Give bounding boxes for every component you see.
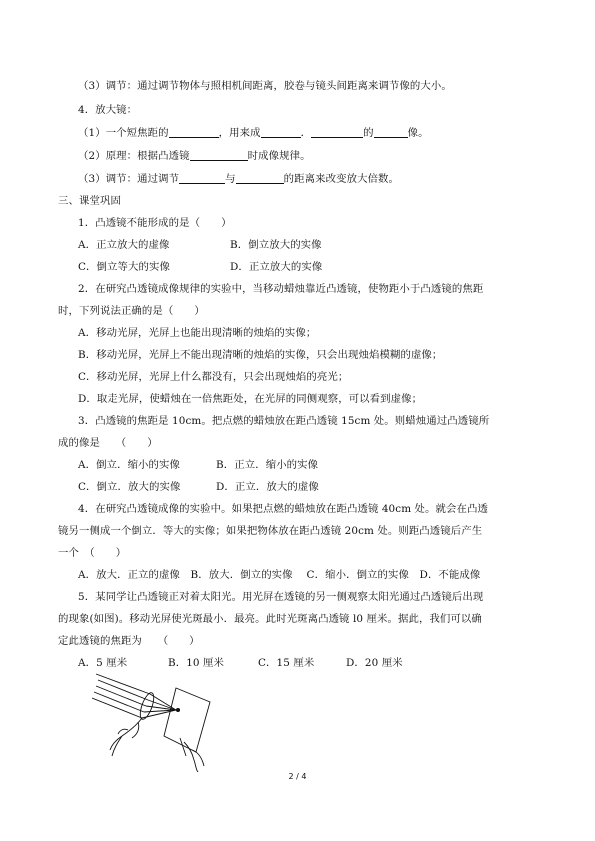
- question-4-cont: 镜另一侧成一个倒立．等大的实像；如果把物体放在距凸透镜 20cm 处。则距凸透镜后产生: [58, 525, 483, 537]
- camera-adjust-line: （3）调节：通过调节物体与照相机间距离，胶卷与镜头间距离来调节像的大小。: [78, 80, 452, 92]
- q2-option-a: A．移动光屏，光屏上也能出现清晰的烛焰的实像；: [78, 327, 317, 339]
- question-5: 5．某同学让凸透镜正对着太阳光。用光屏在透镜的另一侧观察太阳光通过凸透镜后出现: [78, 591, 484, 603]
- magnifier-fill-2: （2）原理：根据凸透镜 时成像规律。: [78, 150, 311, 162]
- question-2: 2．在研究凸透镜成像规律的实验中，当移动蜡烛靠近凸透镜，使物距小于凸透镜的焦距: [78, 283, 484, 295]
- blank: [374, 126, 408, 138]
- blank: [311, 126, 363, 138]
- question-5-cont: 的现象(如图)。移动光屏使光斑最小．最亮。此时光斑离凸透镜 l0 厘米。据此，我们可以确: [58, 613, 482, 625]
- magnifier-fill-1: （1）一个短焦距的 ，用来成 ． 的 像。: [78, 127, 429, 139]
- question-4: 4．在研究凸透镜成像的实验中。如果把点燃的蜡烛放在距凸透镜 40cm 处。就会在凸透: [78, 503, 488, 515]
- question-5-cont2: 定此透镜的焦距为 （ ）: [58, 635, 200, 647]
- question-3: 3．凸透镜的焦距是 10cm。把点燃的蜡烛放在距凸透镜 15cm 处。则蜡烛通过凸透镜所: [78, 415, 490, 427]
- document-page: （3）调节：通过调节物体与照相机间距离，胶卷与镜头间距离来调节像的大小。 4．放大镜： （1）一个短焦距的 ，用来成 ． 的 像。 （2）原理：根据凸透镜 时成像规律。 （3）调节：通过调节 与 的距离来改变放大倍数。 三、课堂巩固 1．凸透镜不能形成的是（ ） A．正立放大的虚像 B．倒立放大的实像 C．倒立等大的实像 D．正立放大的实像 2．在研究凸透镜成像规律的实验中，当移动蜡烛靠近凸透镜，使物距小于凸透镜的焦距 时，下列说法正确的是（ ） A．移动光屏，光屏上也能出现清晰的烛焰的实像； B．移动光屏，光屏上不能出现清晰的烛焰的实像，只会出现烛焰模糊的虚像； C．移动光屏，光屏上什么都没有，只会出现烛焰的亮光； D．取走光屏，使蜡烛在一倍焦距处，在光屏的同侧观察，可以看到虚像； 3．凸透镜的焦距是 10cm。把点燃的蜡烛放在距凸透镜 15cm 处。则蜡烛通过凸透镜所 成的像是 （ ） A．倒立．缩小的实像 B．正立．缩小的实像 C．倒立．放大的实像 D．正立．放大的虚像 4．在研究凸透镜成像的实验中。如果把点燃的蜡烛放在距凸透镜 40cm 处。就会在凸透 镜另一侧成一个倒立．等大的实像；如果把物体放在距凸透镜 20cm 处。则距凸透镜后产生 一个 （ ） A．放大．正立的虚像 B．放大．倒立的实像 C．缩小．倒立的实像 D．不能成像 5．某同学让凸透镜正对着太阳光。用光屏在透镜的另一侧观察太阳光通过凸透镜后出现 的现象(如图)。移动光屏使光斑最小．最亮。此时光斑离凸透镜 l0 厘米。据此，我们可以确 定此透镜的焦距为 （ ） A．5 厘米 B．10 厘米 C．15 厘米 D．20 厘米 2 / 4: [0, 0, 595, 841]
- blank: [169, 126, 219, 138]
- question-4-cont2: 一个 （ ）: [58, 547, 127, 559]
- question-1: 1．凸透镜不能形成的是（ ）: [78, 217, 232, 229]
- lens-experiment-illustration: [92, 672, 222, 772]
- q2-option-c: C．移动光屏，光屏上什么都没有，只会出现烛焰的亮光；: [78, 371, 349, 383]
- question-3-cont: 成的像是 （ ）: [58, 437, 158, 449]
- section-heading: 三、课堂巩固: [58, 195, 121, 207]
- blank: [179, 172, 225, 184]
- magnifier-heading: 4．放大镜：: [78, 104, 138, 116]
- q2-option-d: D．取走光屏，使蜡烛在一倍焦距处，在光屏的同侧观察，可以看到虚像；: [78, 393, 423, 405]
- page-number: 2 / 4: [288, 772, 307, 781]
- question-2-cont: 时，下列说法正确的是（ ）: [58, 305, 205, 317]
- blank: [236, 172, 284, 184]
- blank: [261, 126, 301, 138]
- q4-options: A．放大．正立的虚像 B．放大．倒立的实像 C．缩小．倒立的实像 D．不能成像: [78, 569, 481, 581]
- q2-option-b: B．移动光屏，光屏上不能出现清晰的烛焰的实像，只会出现烛焰模糊的虚像；: [78, 349, 443, 361]
- blank: [190, 149, 248, 161]
- magnifier-fill-3: （3）调节：通过调节 与 的距离来改变放大倍数。: [78, 173, 400, 185]
